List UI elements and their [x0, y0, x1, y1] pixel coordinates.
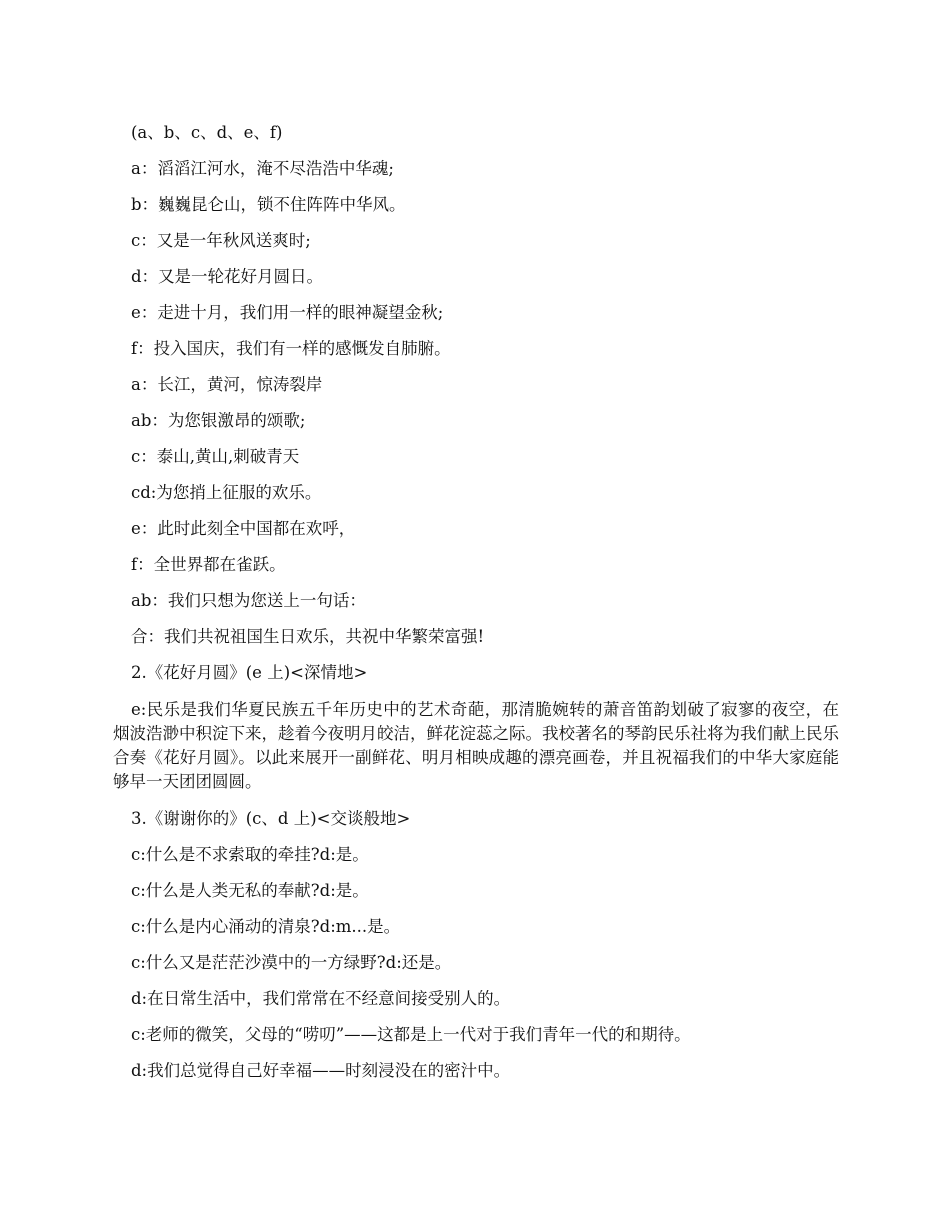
- text-line: a：长江，黄河，惊涛裂岸: [131, 375, 323, 394]
- text-paragraph: e:民乐是我们华夏民族五千年历史中的艺术奇葩，那清脆婉转的萧音笛韵划破了寂寥的夜空，在烟波浩渺中积淀下来，趁着今夜明月皎洁，鲜花淀蕊之际。我校著名的琴韵民乐社将为我们献上民乐合奏《花好月圆》。以此来展开一副鲜花、明月相映成趣的漂亮画卷，并且祝福我们的中华大家庭能够早一天团团圆圆。: [113, 700, 839, 791]
- document-body: [113, 122, 839, 1096]
- text-line: 合：我们共祝祖国生日欢乐，共祝中华繁荣富强!: [131, 627, 485, 646]
- text-line: d:在日常生活中，我们常常在不经意间接受别人的。: [131, 989, 511, 1008]
- text-line: e：走进十月，我们用一样的眼神凝望金秋;: [131, 303, 444, 322]
- text-line: e：此时此刻全中国都在欢呼，: [131, 519, 356, 538]
- text-line: cd:为您捎上征服的欢乐。: [131, 483, 322, 502]
- text-line: c:什么是人类无私的奉献?d:是。: [131, 881, 369, 900]
- text-line: ab：为您银激昂的颂歌;: [131, 411, 306, 430]
- text-line: f：投入国庆，我们有一样的感慨发自肺腑。: [131, 339, 451, 358]
- text-line: ab：我们只想为您送上一句话：: [131, 591, 366, 610]
- text-line: d：又是一轮花好月圆日。: [131, 267, 324, 286]
- text-line: c:老师的微笑，父母的“唠叨”——这都是上一代对于我们青年一代的和期待。: [131, 1025, 691, 1044]
- text-line: (a、b、c、d、e、f): [131, 123, 283, 142]
- section-heading: 3.《谢谢你的》(c、d 上)<交谈般地>: [131, 809, 411, 828]
- text-line: c：泰山,黄山,刺破青天: [131, 447, 300, 466]
- text-line: f：全世界都在雀跃。: [131, 555, 286, 574]
- text-line: b：巍巍昆仑山，锁不住阵阵中华风。: [131, 195, 406, 214]
- text-line: c:什么是不求索取的牵挂?d:是。: [131, 845, 369, 864]
- text-line: a：滔滔江河水，淹不尽浩浩中华魂;: [131, 159, 394, 178]
- text-line: c:什么是内心涌动的清泉?d:m...是。: [131, 917, 401, 936]
- section-heading: 2.《花好月圆》(e 上)<深情地>: [131, 663, 368, 682]
- text-line: c：又是一年秋风送爽时;: [131, 231, 311, 250]
- text-line: d:我们总觉得自己好幸福——时刻浸没在的密汁中。: [131, 1061, 511, 1080]
- text-line: c:什么又是茫茫沙漠中的一方绿野?d:还是。: [131, 953, 452, 972]
